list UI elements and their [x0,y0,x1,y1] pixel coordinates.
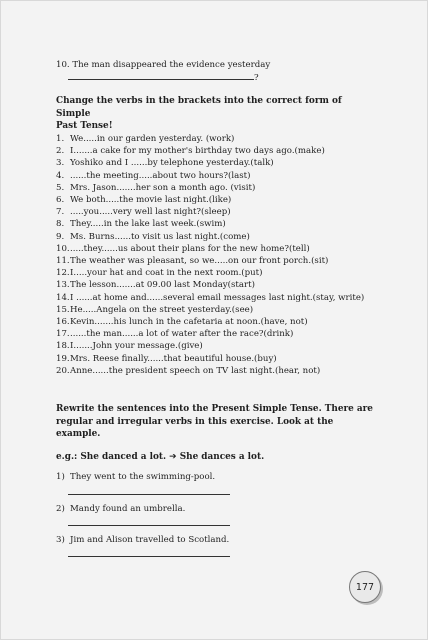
exercise-list [56,133,379,377]
list-item [56,145,379,157]
section-2-heading-line-2: regular and irregular verbs in this exercise. Look at the example. [56,416,334,440]
item-text: Anne......the president speech on TV last night.(hear, not) [70,365,321,376]
list-item [56,304,379,316]
list-item [56,267,379,279]
item-text: They.....in the lake last week.(swim) [70,219,226,230]
list-item [56,133,379,145]
item-number: 2) [56,503,65,514]
list-item [56,255,379,267]
item-text: Jim and Alison travelled to Scotland. [70,534,230,545]
list-item [56,170,379,182]
list-item [56,340,379,352]
item-10-prompt: 10. The man disappeared the evidence yesterday [56,60,271,70]
question-mark: ? [254,73,259,84]
item-text: .....they......us about their plans for the new home?(tell) [70,243,310,254]
item-number: 1. [56,133,65,144]
list-item [56,182,379,194]
item-text: The lesson.......at 09.00 last Monday(start) [70,280,255,291]
item-number: 3) [56,534,65,545]
item-number: 10. [56,243,70,254]
item-number: 13. [56,280,70,291]
rewrite-item [56,503,379,526]
item-number: 19. [56,353,70,364]
item-text: The weather was pleasant, so we.....on our front porch.(sit) [70,256,329,267]
list-item [56,157,379,169]
item-number: 14. [56,292,70,303]
list-item [56,279,379,291]
item-text: Mrs. Reese finally......that beautiful house.(buy) [70,353,277,364]
list-item [56,353,379,365]
list-item [56,316,379,328]
item-number: 2. [56,146,65,157]
item-text: I.....your hat and coat in the next room.(put) [70,268,263,279]
answer-line [68,546,230,557]
item-text: Mrs. Jason.......her son a month ago. (visit) [70,182,256,193]
item-number: 20. [56,365,70,376]
item-number: 5. [56,182,65,193]
item-number: 4. [56,170,65,181]
item-number: 7. [56,207,65,218]
page-number: 177 [349,571,381,603]
item-number: 18. [56,341,70,352]
answer-line [68,515,230,526]
item-number: 3. [56,158,65,169]
item-text: I.......a cake for my mother's birthday two days ago.(make) [70,146,325,157]
item-text: Kevin.......his lunch in the cafetaria at noon.(have, not) [70,317,308,328]
item-number: 15. [56,304,70,315]
item-text: Mandy found an umbrella. [70,503,186,514]
answer-line [68,484,230,495]
item-10-answer-line [56,71,379,85]
list-item [56,365,379,377]
list-item [56,206,379,218]
item-number: 17. [56,329,70,340]
rewrite-item [56,534,379,557]
item-number: 9. [56,231,65,242]
item-text: ......the meeting.....about two hours?(last) [70,170,251,181]
list-item [56,292,379,304]
item-number: 1) [56,472,65,483]
answer-blank [68,71,254,80]
list-item [56,243,379,255]
item-text: .....you.....very well last night?(sleep) [70,207,231,218]
list-item [56,231,379,243]
item-text: They went to the swimming-pool. [70,472,216,483]
item-text: He.....Angela on the street yesterday.(see) [70,304,254,315]
list-item [56,194,379,206]
item-number: 8. [56,219,65,230]
item-text: Ms. Burns......to visit us last night.(come) [70,231,250,242]
list-item [56,218,379,230]
rewrite-list [56,471,379,557]
rewrite-item [56,471,379,494]
item-number: 16. [56,317,70,328]
section-1-heading-line-1: Change the verbs in the brackets into the correct form of Simple [56,96,342,119]
item-text: I.......John your message.(give) [70,341,203,352]
example-present: She dances a lot. [179,451,265,462]
item-text: I ......at home and......several email messages last night.(stay, write) [70,292,365,303]
item-text: ......the man......a lot of water after the race?(drink) [70,329,294,340]
item-number: 6. [56,195,65,205]
example-line [56,451,379,464]
list-item [56,328,379,340]
section-1-heading-line-2: Past Tense! [56,121,113,132]
section-2-heading-line-1: Rewrite the sentences into the Present Simple Tense. There are [56,404,373,415]
item-text: We both.....the movie last night.(like) [70,195,232,205]
item-number: 12. [56,268,70,279]
page-content [56,59,379,557]
arrow-icon: ➔ [169,451,177,462]
item-number: 11. [56,256,70,267]
item-text: Yoshiko and I ......by telephone yesterday.(talk) [70,158,274,169]
example-past: e.g.: She danced a lot. [56,451,167,462]
item-text: We.....in our garden yesterday. (work) [70,133,235,144]
